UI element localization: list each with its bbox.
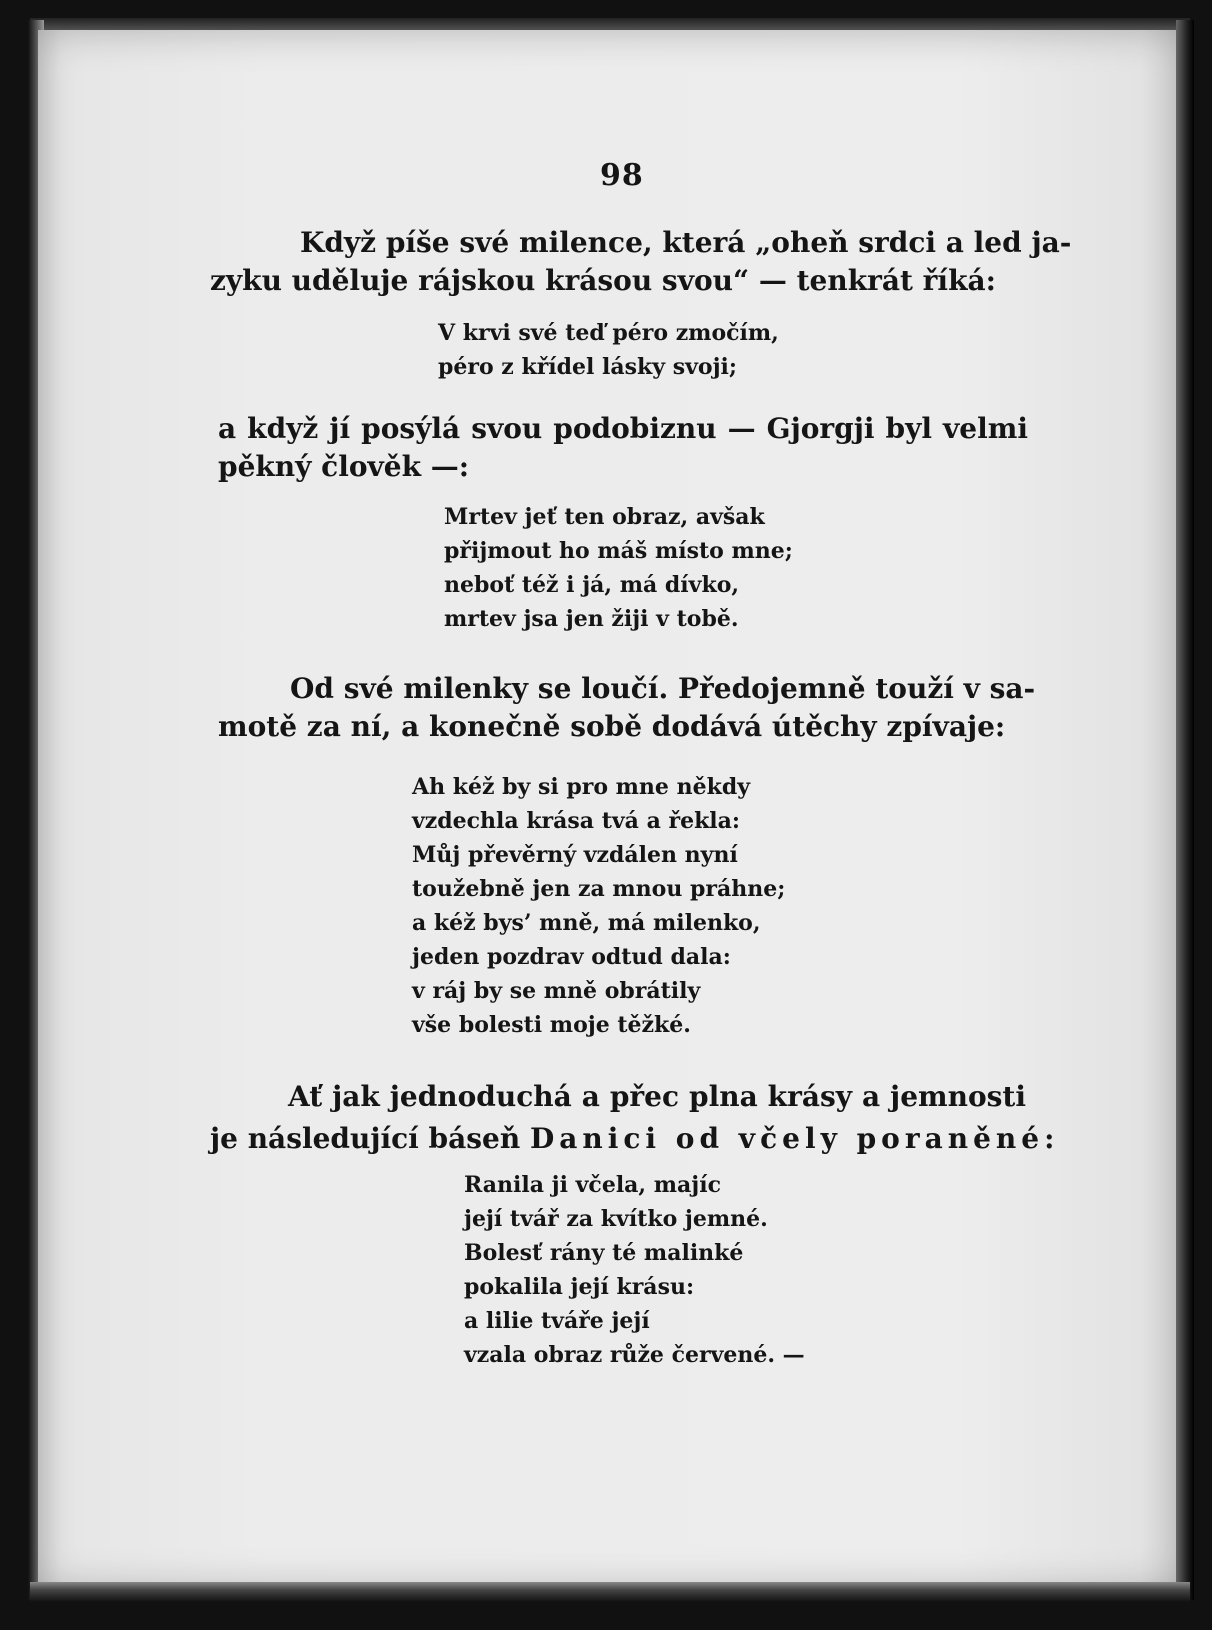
verse-line: toužebně jen za mnou práhne; — [412, 876, 786, 902]
verse-line: přijmout ho máš místo mne; — [444, 538, 793, 564]
verse-line: vzala obraz růže červené. — — [464, 1342, 805, 1368]
verse-line: péro z křídel lásky svoji; — [438, 354, 738, 380]
paragraph-1-cont — [210, 262, 996, 300]
poem-title-spaced: Danici od včely poraněné: — [529, 1122, 1060, 1155]
scan-edge-bottom — [30, 1582, 1190, 1602]
scan-edge-right — [1176, 20, 1194, 1600]
verse-line: mrtev jsa jen žiji v tobě. — [444, 606, 739, 632]
paragraph-line: Když píše své milence, která „oheň srdci a led ja- — [300, 226, 1072, 259]
verse-line: Ranila ji včela, majíc — [464, 1172, 721, 1198]
paragraph-3 — [290, 670, 1036, 708]
verse-line: Můj převěrný vzdálen nyní — [412, 842, 738, 868]
verse-4 — [464, 1168, 805, 1372]
verse-line: vše bolesti moje těžké. — [412, 1012, 691, 1038]
verse-line: V krvi své teď péro zmočím, — [438, 320, 779, 346]
verse-line: její tvář za kvítko jemné. — [464, 1206, 768, 1232]
verse-line: a lilie tváře její — [464, 1308, 650, 1334]
page-number: 98 — [600, 158, 644, 193]
paragraph-line — [210, 1120, 1060, 1158]
paragraph-3-cont — [218, 708, 1006, 746]
verse-line: Bolesť rány té malinké — [464, 1240, 744, 1266]
paragraph-line: zyku uděluje rájskou krásou svou“ — tenkrát říká: — [210, 264, 996, 297]
paragraph-1 — [300, 224, 1072, 262]
verse-line: a kéž bys’ mně, má milenko, — [412, 910, 761, 936]
paragraph-line: motě za ní, a konečně sobě dodává útěchy zpívaje: — [218, 710, 1006, 743]
verse-line: jeden pozdrav odtud dala: — [412, 944, 731, 970]
paragraph-line-text: je následující báseň — [210, 1122, 521, 1155]
verse-line: pokalila její krásu: — [464, 1274, 695, 1300]
verse-1 — [438, 316, 779, 384]
paragraph-line: pěkný člověk —: — [218, 450, 470, 483]
verse-line: v ráj by se mně obrátily — [412, 978, 701, 1004]
verse-line: Ah kéž by si pro mne někdy — [412, 774, 750, 800]
verse-line: vzdechla krása tvá a řekla: — [412, 808, 741, 834]
paragraph-4 — [288, 1078, 1026, 1116]
paragraph-line: Ať jak jednoduchá a přec plna krásy a jemnosti — [288, 1080, 1026, 1113]
paragraph-4-cont — [210, 1120, 1060, 1158]
verse-2 — [444, 500, 793, 636]
paragraph-line: a když jí posýlá svou podobiznu — Gjorgji byl velmi — [218, 412, 1028, 445]
verse-3 — [412, 770, 785, 1042]
verse-line: Mrtev jeť ten obraz, avšak — [444, 504, 765, 530]
verse-line: neboť též i já, má dívko, — [444, 572, 740, 598]
paragraph-2 — [218, 410, 1028, 486]
paragraph-line: Od své milenky se loučí. Předojemně touží v sa- — [290, 672, 1036, 705]
